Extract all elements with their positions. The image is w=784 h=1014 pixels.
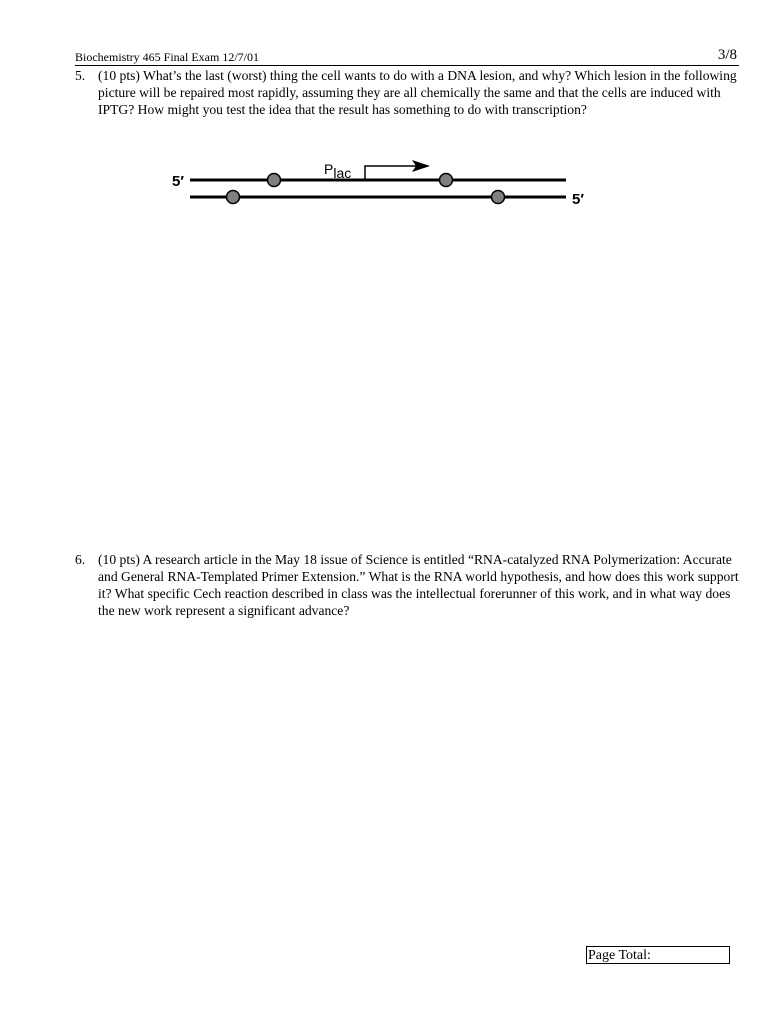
- page-number: 3/8: [717, 47, 737, 63]
- page-total-box[interactable]: [586, 946, 730, 964]
- promoter-arrow: [365, 166, 420, 180]
- lesion-top-right: [440, 174, 453, 187]
- lesion-bottom-right: [492, 191, 505, 204]
- top-strand-5prime-label: 5′: [172, 173, 184, 190]
- page-total-label: Page Total:: [588, 948, 651, 963]
- lesion-bottom-left: [227, 191, 240, 204]
- question-number: 5.: [75, 68, 86, 83]
- question-6: [75, 551, 745, 619]
- promoter-subscript: lac: [333, 165, 352, 181]
- question-text: (10 pts) A research article in the May 18 issue of Science is entitled “RNA-catalyzed RNA Polymerization: Accurate and General RNA-Templated Primer Extension.” What is the RNA world hypothesis, and how does this work support it? What specific Cech reaction described in class was the intellectual forerunner of this work, and in what way does the new work represent a significant advance?: [98, 552, 739, 618]
- question-5: [75, 67, 745, 118]
- dna-lesion-diagram: [170, 155, 610, 215]
- question-text: (10 pts) What’s the last (worst) thing the cell wants to do with a DNA lesion, and why? Which lesion in the following picture will be repaired most rapidly, assuming they are all chemically the same and that the cells are induced with IPTG? How might you test the idea that the result has something to do with transcription?: [98, 68, 737, 117]
- promoter-label: Plac: [324, 161, 352, 181]
- question-number: 6.: [75, 552, 86, 567]
- bottom-strand-5prime-label: 5′: [572, 191, 584, 208]
- course-title: Biochemistry 465 Final Exam 12/7/01: [75, 50, 259, 64]
- page-header: [75, 47, 739, 66]
- lesion-top-left: [268, 174, 281, 187]
